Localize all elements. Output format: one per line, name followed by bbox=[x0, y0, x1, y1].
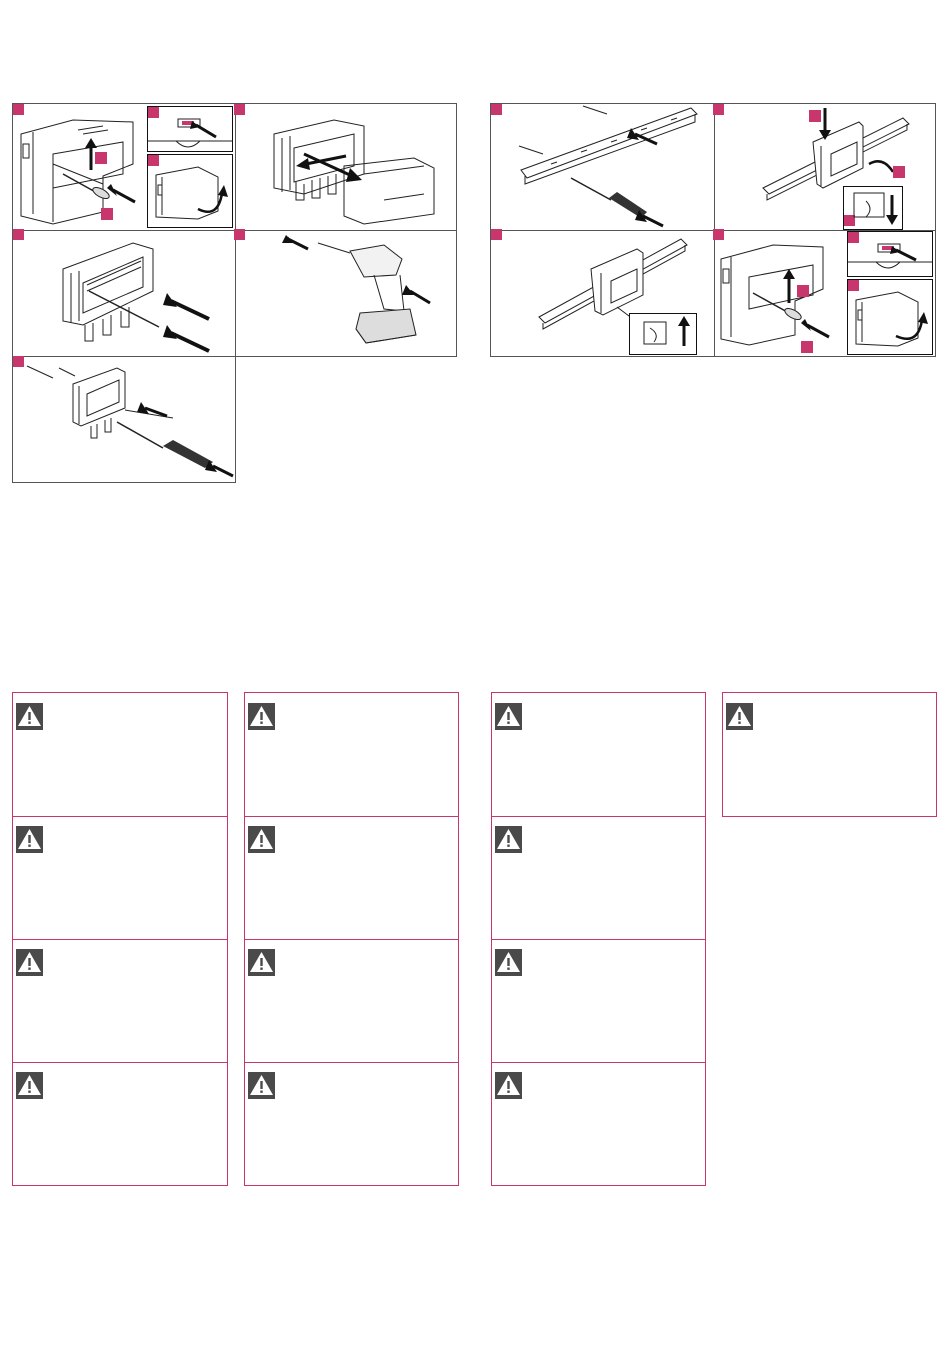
warning-triangle-icon bbox=[495, 703, 522, 730]
step-cell-refit-cover bbox=[713, 229, 936, 357]
warning-triangle-icon bbox=[495, 949, 522, 976]
clip-locked-detail-inset bbox=[629, 313, 697, 355]
slide-cover-illustration bbox=[234, 104, 456, 230]
clip-detail-inset bbox=[847, 231, 933, 277]
release-clip-detail-inset bbox=[843, 186, 903, 230]
step-cell-mounting-holes bbox=[12, 229, 236, 357]
cover-hinge-detail-inset bbox=[847, 279, 933, 355]
warning-triangle-icon bbox=[248, 1072, 275, 1099]
warning-triangle-icon bbox=[726, 703, 753, 730]
drill-illustration bbox=[234, 229, 456, 356]
warning-column-4 bbox=[722, 692, 937, 817]
step-cell-remove-cover bbox=[12, 103, 236, 231]
step-cell-hook-rail bbox=[713, 103, 936, 231]
mounting-holes-illustration bbox=[13, 229, 235, 356]
step-cell-din-rail bbox=[490, 103, 715, 231]
right-installation-grid bbox=[490, 103, 936, 357]
warning-triangle-icon bbox=[16, 1072, 43, 1099]
warning-column-1 bbox=[12, 692, 228, 1186]
warning-column-2 bbox=[244, 692, 459, 1186]
warning-triangle-icon bbox=[495, 826, 522, 853]
screw-wall-illustration bbox=[13, 356, 235, 482]
warning-triangle-icon bbox=[16, 949, 43, 976]
step-cell-slide-cover bbox=[234, 103, 457, 231]
warning-triangle-icon bbox=[16, 703, 43, 730]
warning-triangle-icon bbox=[16, 826, 43, 853]
cover-hinge-detail-inset bbox=[147, 154, 233, 228]
warning-triangle-icon bbox=[248, 826, 275, 853]
left-installation-grid bbox=[12, 103, 457, 483]
din-rail-illustration bbox=[491, 104, 714, 230]
clip-detail-inset bbox=[147, 106, 233, 152]
warning-column-3 bbox=[491, 692, 706, 1186]
warning-triangle-icon bbox=[248, 703, 275, 730]
step-cell-locked-rail bbox=[490, 229, 715, 357]
warning-triangle-icon bbox=[248, 949, 275, 976]
step-cell-screw-wall bbox=[12, 356, 236, 483]
step-cell-drill bbox=[234, 229, 457, 357]
warning-triangle-icon bbox=[495, 1072, 522, 1099]
